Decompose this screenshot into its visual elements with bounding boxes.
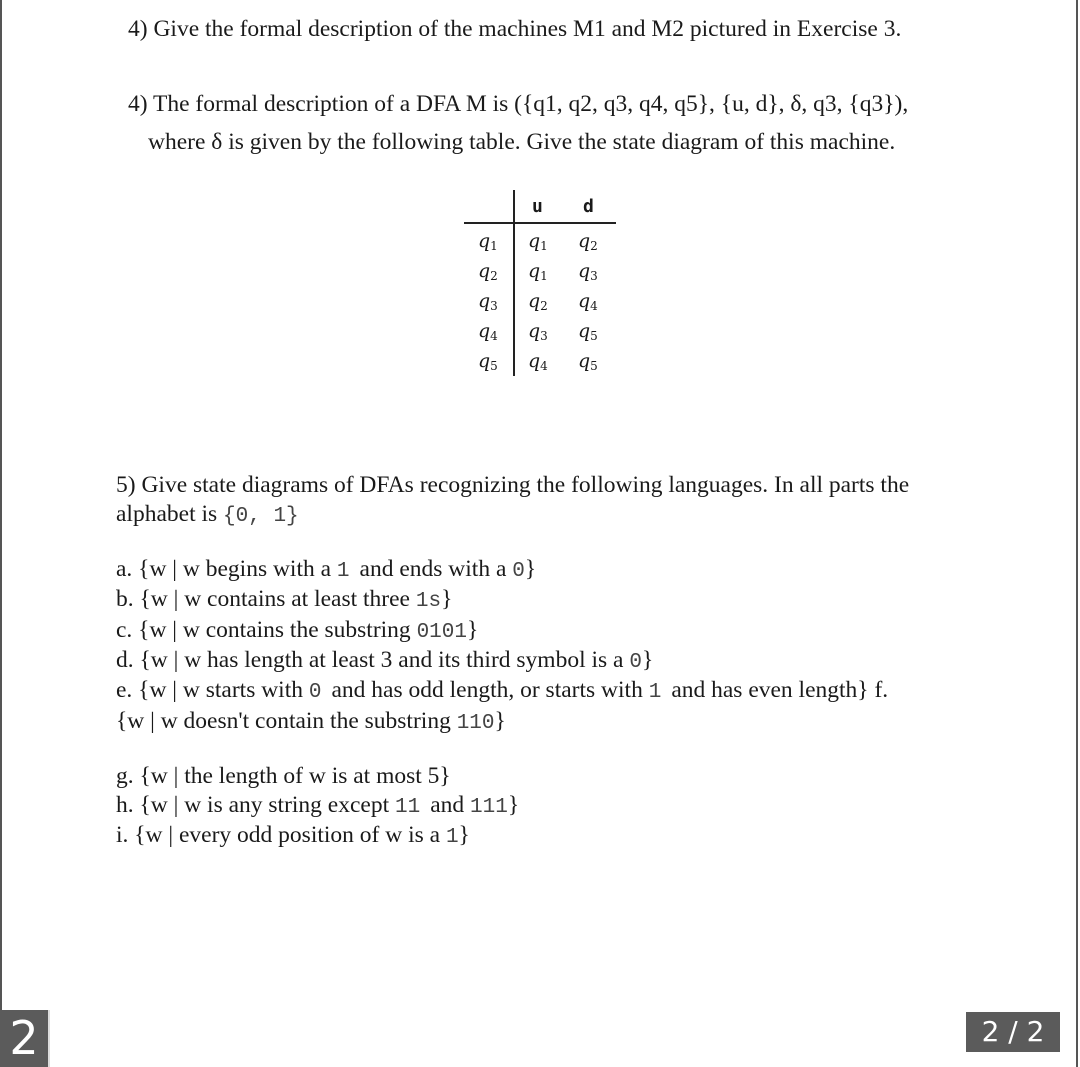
table-row-state: $q_2$ [478, 260, 498, 283]
alphabet-set: {0, 1} [223, 505, 299, 528]
transition-table [462, 190, 616, 376]
table-cell-d: $q_3$ [578, 260, 598, 283]
part-h: h. {w | w is any string except 11 and 111} [116, 792, 520, 819]
table-cell-u: $q_1$ [528, 230, 548, 253]
part-i: i. {w | every odd position of w is a 1} [116, 822, 470, 849]
table-cell-d: $q_4$ [578, 290, 598, 313]
page-indicator: 2 / 2 [966, 1012, 1060, 1052]
table-vertical-rule [513, 190, 515, 376]
part-e: e. {w | w starts with 0 and has odd length, or starts with 1 and has even length} f. [116, 677, 889, 704]
table-cell-d: $q_5$ [578, 320, 598, 343]
table-row-state: $q_4$ [478, 320, 498, 343]
table-row-state: $q_5$ [478, 350, 498, 373]
table-cell-u: $q_1$ [528, 260, 548, 283]
part-f: {w | w doesn't contain the substring 110} [116, 708, 506, 735]
table-cell-u: $q_4$ [528, 350, 548, 373]
part-a: a. {w | w begins with a 1 and ends with a 0} [116, 556, 537, 583]
table-horizontal-rule [464, 222, 616, 224]
question-5-intro-line2: alphabet is {0, 1} [116, 501, 299, 528]
question-4b-line2: where δ is given by the following table. Give the state diagram of this machine. [148, 129, 896, 155]
table-cell-u: $q_3$ [528, 320, 548, 343]
column-header-d: d [583, 196, 594, 217]
question-4-header: 4) Give the formal description of the machines M1 and M2 pictured in Exercise 3. [128, 16, 902, 42]
page-border-left [0, 0, 2, 1067]
table-row-state: $q_3$ [478, 290, 498, 313]
column-header-u: u [532, 196, 543, 217]
part-b: b. {w | w contains at least three 1s} [116, 586, 453, 613]
table-cell-u: $q_2$ [528, 290, 548, 313]
page-number-badge: 2 [0, 1010, 50, 1067]
table-row-state: $q_1$ [478, 230, 498, 253]
question-5-intro-line1: 5) Give state diagrams of DFAs recognizing the following languages. In all parts the [116, 472, 910, 498]
table-cell-d: $q_5$ [578, 350, 598, 373]
question-4b-line1: 4) The formal description of a DFA M is ({q1, q2, q3, q4, q5}, {u, d}, δ, q3, {q3}), [128, 91, 909, 117]
table-cell-d: $q_2$ [578, 230, 598, 253]
part-g: g. {w | the length of w is at most 5} [116, 763, 451, 789]
part-c: c. {w | w contains the substring 0101} [116, 617, 479, 644]
part-d: d. {w | w has length at least 3 and its third symbol is a 0} [116, 647, 654, 674]
page-border-right [1076, 0, 1078, 1067]
